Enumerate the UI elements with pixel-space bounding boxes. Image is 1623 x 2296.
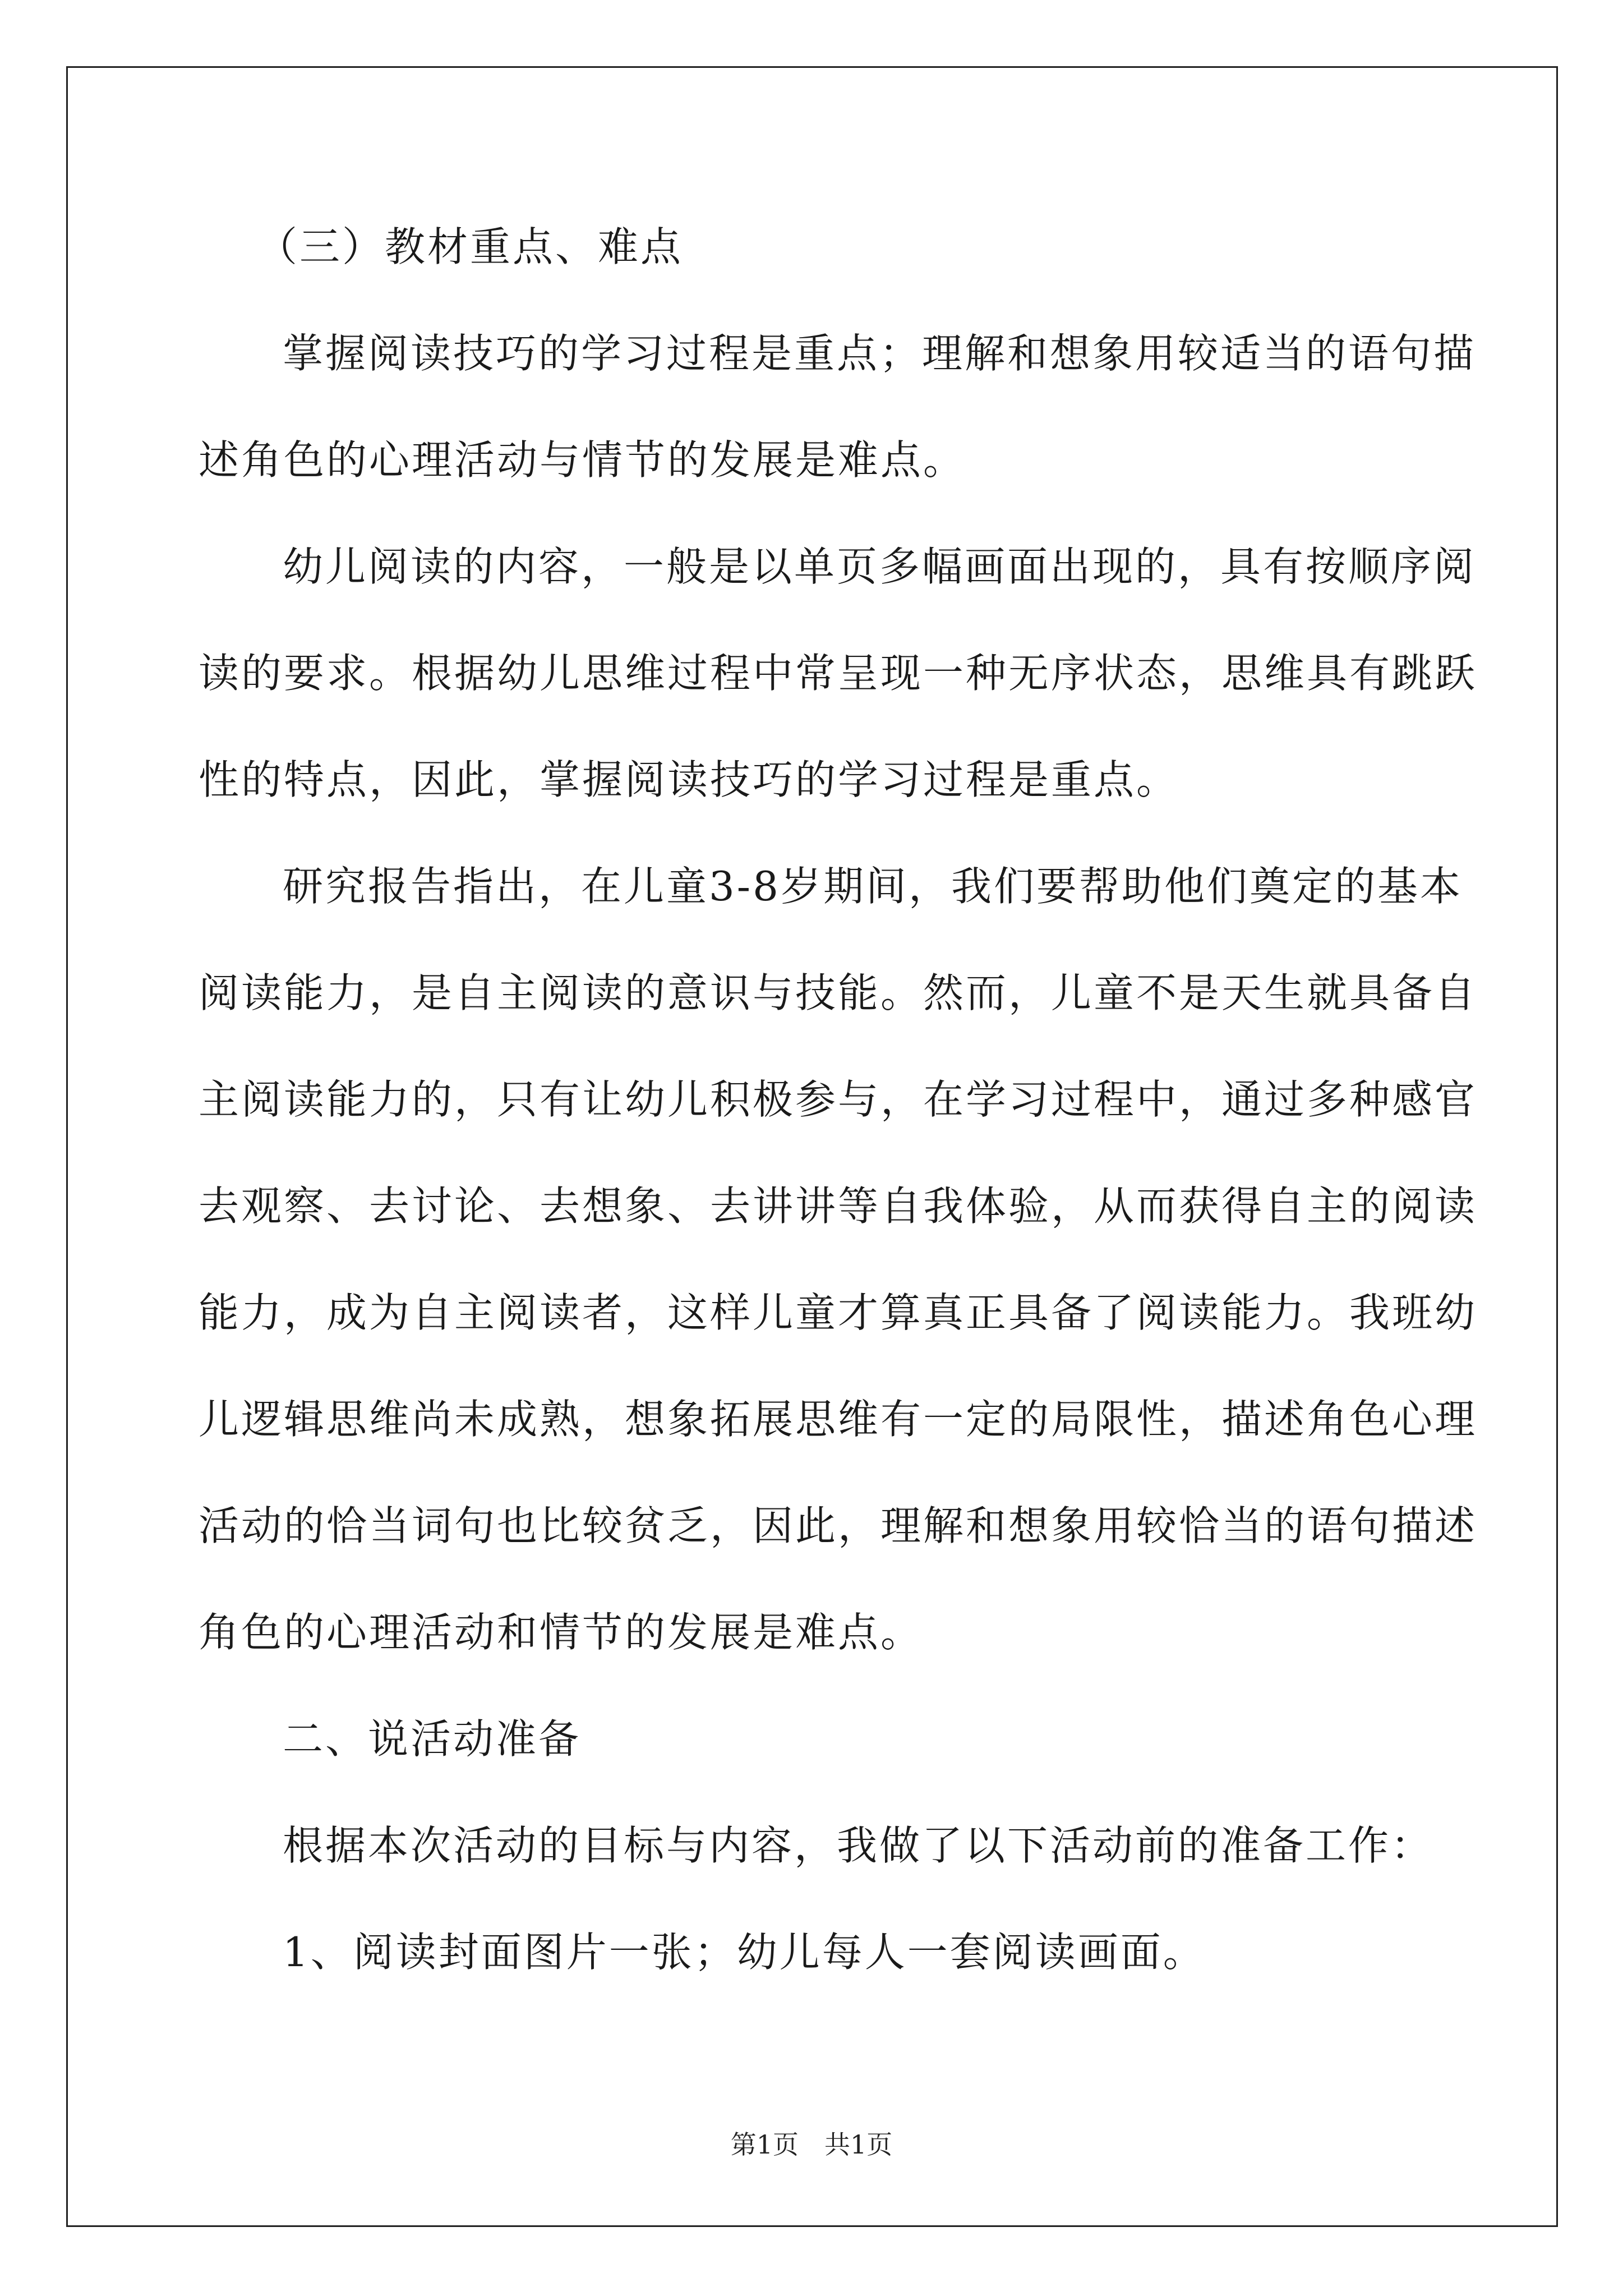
section-heading-preparation: 二、说活动准备 <box>283 1715 582 1763</box>
paragraph-line: 性的特点，因此，掌握阅读技巧的学习过程是重点。 <box>199 756 1179 803</box>
paragraph-line: 去观察、去讨论、去想象、去讲讲等自我体验，从而获得自主的阅读 <box>199 1182 1478 1230</box>
paragraph-line: 主阅读能力的，只有让幼儿积极参与，在学习过程中，通过多种感官 <box>199 1076 1478 1123</box>
paragraph-line: 幼儿阅读的内容，一般是以单页多幅画面出现的，具有按顺序阅 <box>283 543 1477 590</box>
page-border <box>66 66 1558 2227</box>
paragraph-line: 根据本次活动的目标与内容，我做了以下活动前的准备工作： <box>283 1822 1434 1869</box>
paragraph-line: 角色的心理活动和情节的发展是难点。 <box>199 1609 924 1656</box>
paragraph-line: 研究报告指出，在儿童3-8岁期间，我们要帮助他们奠定的基本 <box>283 863 1463 910</box>
list-item: 1、阅读封面图片一张；幼儿每人一套阅读画面。 <box>283 1929 1206 1976</box>
paragraph-line: 述角色的心理活动与情节的发展是难点。 <box>199 436 966 484</box>
section-heading-key-points: （三）教材重点、难点 <box>257 223 684 270</box>
paragraph-line: 儿逻辑思维尚未成熟，想象拓展思维有一定的局限性，描述角色心理 <box>199 1396 1478 1443</box>
paragraph-line: 掌握阅读技巧的学习过程是重点；理解和想象用较适当的语句描 <box>283 330 1477 377</box>
page-number-footer: 第1页 共1页 <box>730 2129 893 2160</box>
paragraph-line: 读的要求。根据幼儿思维过程中常呈现一种无序状态，思维具有跳跃 <box>199 650 1478 697</box>
paragraph-line: 阅读能力，是自主阅读的意识与技能。然而，儿童不是天生就具备自 <box>199 969 1478 1016</box>
paragraph-line: 能力，成为自主阅读者，这样儿童才算真正具备了阅读能力。我班幼 <box>199 1289 1478 1336</box>
paragraph-line: 活动的恰当词句也比较贫乏，因此，理解和想象用较恰当的语句描述 <box>199 1502 1478 1549</box>
